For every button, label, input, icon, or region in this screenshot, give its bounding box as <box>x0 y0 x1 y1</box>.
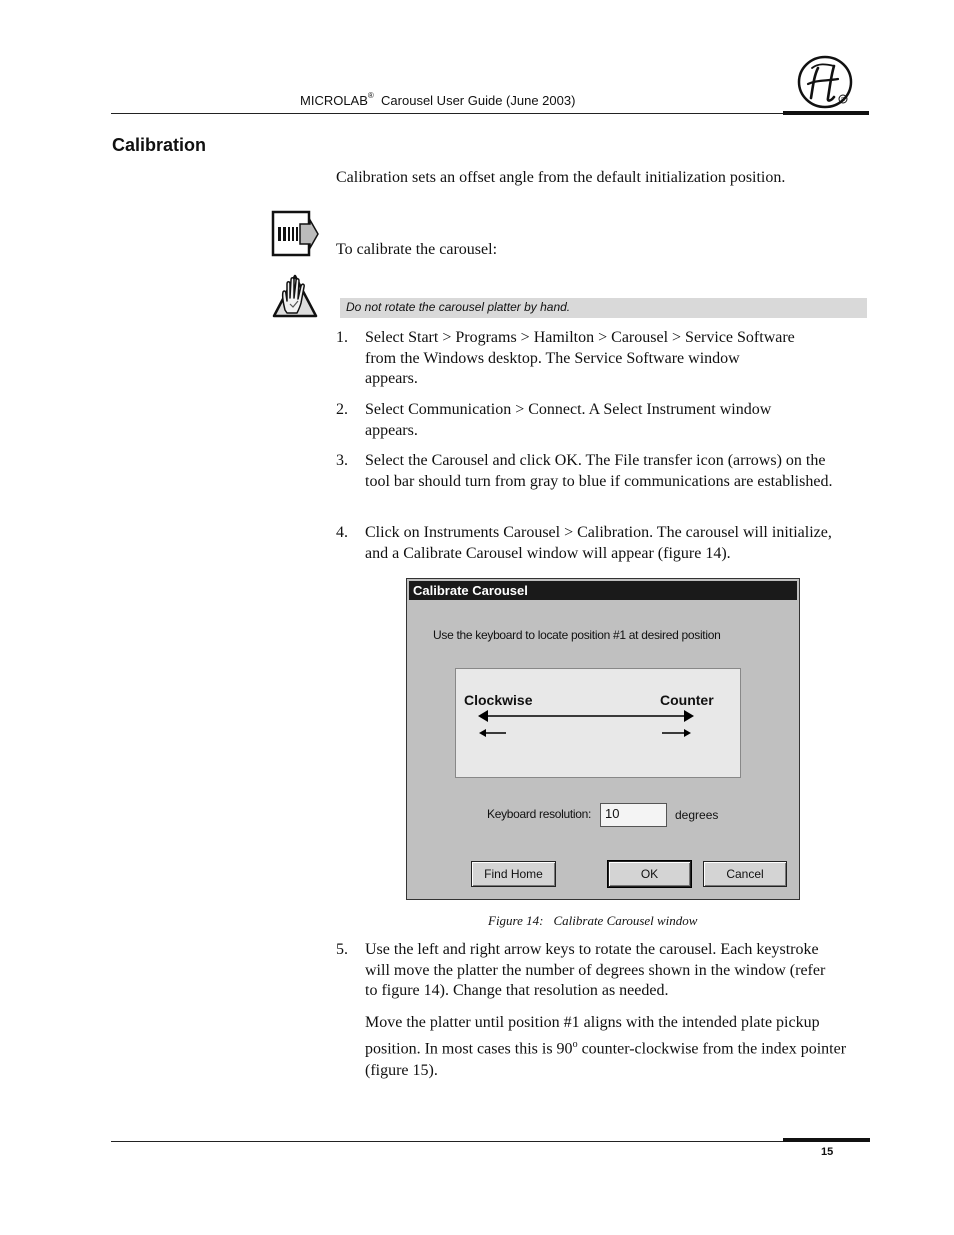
step-text: Select Start > Programs > Hamilton > Carousel > Service Software from the Windows desktop. The Service Software window appears. <box>365 329 795 387</box>
footer-rule <box>111 1141 783 1142</box>
step-text: Select the Carousel and click OK. The File transfer icon (arrows) on the tool bar should turn from gray to blue if communications are established. <box>365 452 833 490</box>
procedure-intro: To calibrate the carousel: <box>336 241 498 258</box>
left-arrow-icon <box>478 727 508 739</box>
svg-text:R: R <box>841 97 845 103</box>
step-text: Click on Instruments Carousel > Calibration. The carousel will initialize, and a Calibrate Carousel window will appear (figure 14). <box>365 524 832 562</box>
ok-button[interactable]: OK <box>608 861 691 887</box>
calibrate-carousel-dialog <box>406 578 800 900</box>
intro-paragraph: Calibration sets an offset angle from the default initialization position. <box>336 169 786 186</box>
note-text-before: Move the platter until position #1 aligns with the intended plate pickup position. In most cases this is 90 <box>365 1014 820 1058</box>
step-number: 3. <box>336 452 348 469</box>
find-home-button[interactable]: Find Home <box>471 861 556 887</box>
note-text-after: counter-clockwise from the index pointer (figure 15). <box>365 1040 847 1080</box>
figure-label: Figure 14: <box>488 913 544 928</box>
step-number: 5. <box>336 941 348 958</box>
dialog-instruction: Use the keyboard to locate position #1 at desired position <box>433 628 721 642</box>
header-title-rest: Carousel User Guide (June 2003) <box>381 93 576 108</box>
right-arrow-icon <box>660 727 692 739</box>
page-number: 15 <box>821 1146 834 1158</box>
cancel-button[interactable]: Cancel <box>703 861 787 887</box>
step-text: Select Communication > Connect. A Select Instrument window appears. <box>365 401 772 439</box>
step-number: 4. <box>336 524 348 541</box>
caution-hand-icon <box>270 270 320 320</box>
resolution-unit: degrees <box>675 808 719 822</box>
figure-caption-text: Calibrate Carousel window <box>553 913 698 928</box>
section-heading: Calibration <box>112 135 207 155</box>
figure-caption <box>488 913 697 929</box>
footer-rule-accent <box>783 1138 870 1142</box>
dialog-title: Calibrate Carousel <box>409 581 797 600</box>
caution-text: Do not rotate the carousel platter by hand. <box>346 300 571 314</box>
step-number: 1. <box>336 329 348 346</box>
step-text: Use the left and right arrow keys to rotate the carousel. Each keystroke will move the platter the number of degrees shown in the window (refer to figure 14). Change that resolution as needed. <box>365 941 826 999</box>
header-rule-accent <box>783 111 869 115</box>
registered-mark: ® <box>367 91 374 100</box>
resolution-label: Keyboard resolution: <box>487 807 592 821</box>
direction-panel <box>455 668 741 778</box>
procedure-arrow-icon <box>270 210 320 258</box>
step-number: 2. <box>336 401 348 418</box>
resolution-input[interactable]: 10 <box>600 803 667 827</box>
clockwise-label: Clockwise <box>464 692 533 708</box>
step-5-note <box>365 1012 860 1082</box>
header-product: MICROLAB <box>300 93 368 108</box>
header-rule <box>111 113 783 114</box>
double-arrow-icon <box>476 709 696 723</box>
degree-superscript: o <box>572 1039 578 1050</box>
counter-label: Counter <box>660 692 714 708</box>
caution-banner <box>340 298 867 318</box>
hamilton-logo-icon <box>796 54 856 110</box>
running-header <box>300 93 575 108</box>
